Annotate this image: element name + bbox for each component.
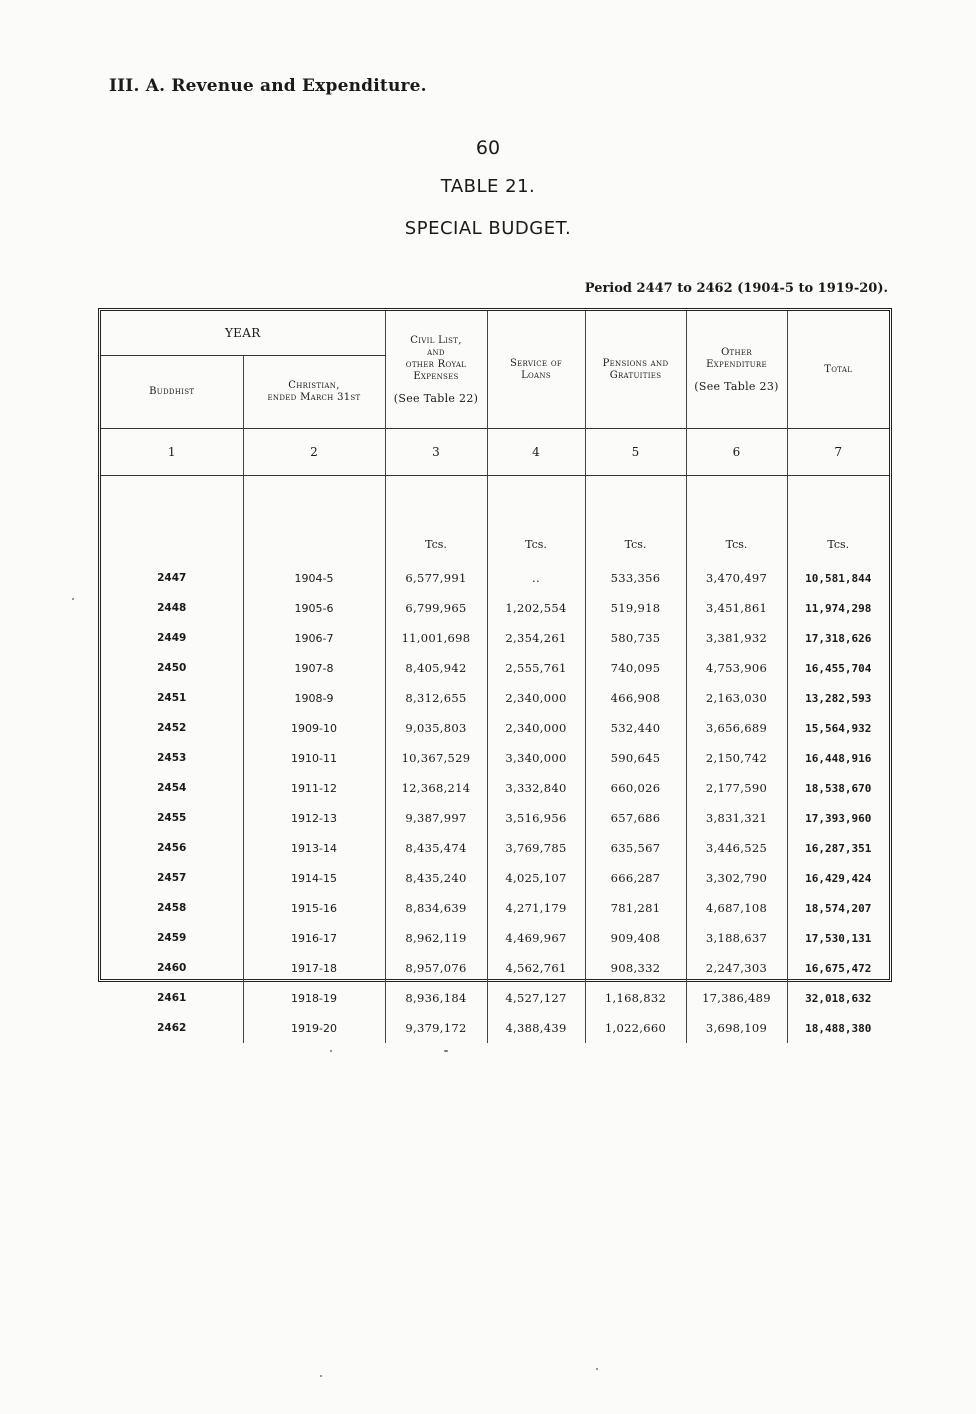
row-christian-year: 1917-18 [243,953,385,983]
row-pensions: 1,168,832 [585,983,686,1013]
budget-table [101,311,889,1043]
header-buddhist: Buddhist [149,386,195,397]
header-civil-line2: and [427,346,445,358]
row-service-of-loans: 2,354,261 [487,623,585,653]
row-other-expenditure: 3,831,321 [686,803,787,833]
paper-speck [596,1368,598,1370]
row-other-expenditure: 2,247,303 [686,953,787,983]
unit-cell-empty [243,476,385,564]
column-number-row [101,429,889,476]
row-civil-list: 6,799,965 [385,593,487,623]
row-christian-year: 1918-19 [243,983,385,1013]
table-row [101,683,889,713]
row-service-of-loans: 4,527,127 [487,983,585,1013]
row-civil-list: 8,405,942 [385,653,487,683]
row-christian-year: 1915-16 [243,893,385,923]
row-christian-year: 1904-5 [243,563,385,593]
column-number: 1 [101,429,243,476]
row-other-expenditure: 3,188,637 [686,923,787,953]
column-number: 3 [385,429,487,476]
unit-label: Tcs. [787,476,889,564]
row-civil-list: 11,001,698 [385,623,487,653]
table-row [101,833,889,863]
row-total: 32,018,632 [787,983,889,1013]
table-subtitle: SPECIAL BUDGET. [404,218,572,239]
row-total: 18,488,380 [787,1013,889,1043]
row-service-of-loans: 2,555,761 [487,653,585,683]
row-christian-year: 1914-15 [243,863,385,893]
row-buddhist-year: 2457 [157,872,187,884]
table-row [101,743,889,773]
table-row [101,713,889,743]
row-service-of-loans: 3,332,840 [487,773,585,803]
row-civil-list: 9,387,997 [385,803,487,833]
paper-speck [444,1050,448,1052]
header-other-line1: Other [721,346,752,358]
row-christian-year: 1908-9 [243,683,385,713]
budget-table-frame [98,308,892,1035]
row-other-expenditure: 17,386,489 [686,983,787,1013]
row-other-expenditure: 4,753,906 [686,653,787,683]
row-total: 10,581,844 [787,563,889,593]
row-christian-year: 1919-20 [243,1013,385,1043]
row-pensions: 590,645 [585,743,686,773]
row-pensions: 532,440 [585,713,686,743]
row-buddhist-year: 2450 [157,662,187,674]
header-christian-line1: Christian, [288,380,340,391]
row-civil-list: 8,435,240 [385,863,487,893]
paper-speck [72,598,74,600]
row-civil-list: 8,936,184 [385,983,487,1013]
row-pensions: 908,332 [585,953,686,983]
row-total: 17,318,626 [787,623,889,653]
row-other-expenditure: 2,163,030 [686,683,787,713]
row-christian-year: 1912-13 [243,803,385,833]
row-civil-list: 8,312,655 [385,683,487,713]
header-other-see: (See Table 23) [694,379,779,393]
row-other-expenditure: 3,302,790 [686,863,787,893]
row-total: 13,282,593 [787,683,889,713]
row-service-of-loans: 4,562,761 [487,953,585,983]
row-buddhist-year: 2456 [157,842,187,854]
table-row [101,953,889,983]
header-service-of-loans [487,311,585,429]
row-total: 17,393,960 [787,803,889,833]
row-buddhist-year: 2460 [157,962,187,974]
column-number: 2 [243,429,385,476]
row-civil-list: 8,834,639 [385,893,487,923]
table-row [101,653,889,683]
row-christian-year: 1910-11 [243,743,385,773]
row-buddhist-year: 2462 [157,1022,187,1034]
row-pensions: 519,918 [585,593,686,623]
header-year: YEAR [101,311,385,356]
header-total: Total [787,311,889,429]
row-civil-list: 10,367,529 [385,743,487,773]
column-number: 6 [686,429,787,476]
row-buddhist-year: 2461 [157,992,187,1004]
unit-row [101,476,889,564]
row-buddhist-year: 2451 [157,692,187,704]
paper-speck [320,1375,322,1377]
row-pensions: 740,095 [585,653,686,683]
row-pensions: 635,567 [585,833,686,863]
row-service-of-loans: 4,388,439 [487,1013,585,1043]
unit-label: Tcs. [487,476,585,564]
row-pensions: 466,908 [585,683,686,713]
row-buddhist-year: 2449 [157,632,187,644]
row-service-of-loans: 3,769,785 [487,833,585,863]
row-pensions: 533,356 [585,563,686,593]
table-row [101,593,889,623]
row-buddhist-year: 2459 [157,932,187,944]
table-row [101,623,889,653]
row-other-expenditure: 3,656,689 [686,713,787,743]
row-christian-year: 1916-17 [243,923,385,953]
row-buddhist-year: 2455 [157,812,187,824]
row-pensions: 660,026 [585,773,686,803]
row-service-of-loans: 4,271,179 [487,893,585,923]
header-pensions [585,311,686,429]
row-civil-list: 6,577,991 [385,563,487,593]
row-other-expenditure: 3,698,109 [686,1013,787,1043]
table-row [101,563,889,593]
row-total: 18,538,670 [787,773,889,803]
row-other-expenditure: 3,446,525 [686,833,787,863]
row-service-of-loans: 3,516,956 [487,803,585,833]
row-civil-list: 12,368,214 [385,773,487,803]
row-buddhist-year: 2454 [157,782,187,794]
header-civil-see: (See Table 22) [393,391,479,405]
table-row [101,773,889,803]
row-service-of-loans: 1,202,554 [487,593,585,623]
table-row [101,983,889,1013]
row-total: 16,675,472 [787,953,889,983]
row-christian-year: 1911-12 [243,773,385,803]
row-other-expenditure: 2,177,590 [686,773,787,803]
row-buddhist-year: 2452 [157,722,187,734]
header-other-line2: Expenditure [706,358,767,370]
row-civil-list: 8,435,474 [385,833,487,863]
row-pensions: 781,281 [585,893,686,923]
row-buddhist-year: 2448 [157,602,187,614]
row-pensions: 1,022,660 [585,1013,686,1043]
row-civil-list: 8,957,076 [385,953,487,983]
table-row [101,923,889,953]
row-pensions: 666,287 [585,863,686,893]
row-other-expenditure: 3,451,861 [686,593,787,623]
row-other-expenditure: 3,470,497 [686,563,787,593]
column-number: 7 [787,429,889,476]
header-civil-line3: other Royal [405,358,467,370]
header-other-expenditure [686,311,787,429]
row-other-expenditure: 4,687,108 [686,893,787,923]
row-christian-year: 1907-8 [243,653,385,683]
row-civil-list: 9,379,172 [385,1013,487,1043]
row-christian-year: 1913-14 [243,833,385,863]
page-number: 60 [475,137,501,159]
header-pensions-line2: Gratuities [609,369,662,381]
header-christian-line2: ended March 31st [267,392,361,403]
row-christian-year: 1905-6 [243,593,385,623]
row-service-of-loans: 3,340,000 [487,743,585,773]
table-title: TABLE 21. [440,176,536,197]
header-civil-line1: Civil List, [410,334,462,346]
row-civil-list: 8,962,119 [385,923,487,953]
row-civil-list: 9,035,803 [385,713,487,743]
row-pensions: 580,735 [585,623,686,653]
row-service-of-loans: 4,025,107 [487,863,585,893]
row-total: 16,429,424 [787,863,889,893]
table-row [101,1013,889,1043]
paper-speck [330,1050,332,1052]
row-total: 16,455,704 [787,653,889,683]
header-service-line1: Service of [509,357,563,369]
header-pensions-line1: Pensions and [602,357,669,369]
row-pensions: 909,408 [585,923,686,953]
table-row [101,803,889,833]
unit-label: Tcs. [585,476,686,564]
row-christian-year: 1909-10 [243,713,385,743]
unit-cell-empty [101,476,243,564]
table-row [101,863,889,893]
row-pensions: 657,686 [585,803,686,833]
row-total: 15,564,932 [787,713,889,743]
row-total: 16,287,351 [787,833,889,863]
row-service-of-loans: .. [487,563,585,593]
row-service-of-loans: 2,340,000 [487,713,585,743]
column-number: 4 [487,429,585,476]
row-buddhist-year: 2447 [157,572,187,584]
row-total: 16,448,916 [787,743,889,773]
row-service-of-loans: 4,469,967 [487,923,585,953]
header-civil-line4: Expenses [413,370,459,382]
row-buddhist-year: 2453 [157,752,187,764]
header-service-line2: Loans [521,369,551,381]
row-other-expenditure: 3,381,932 [686,623,787,653]
unit-label: Tcs. [385,476,487,564]
table-row [101,893,889,923]
row-total: 18,574,207 [787,893,889,923]
row-total: 11,974,298 [787,593,889,623]
row-buddhist-year: 2458 [157,902,187,914]
section-heading: III. A. Revenue and Expenditure. [109,76,427,96]
period-caption: Period 2447 to 2462 (1904-5 to 1919-20). [584,281,888,296]
row-other-expenditure: 2,150,742 [686,743,787,773]
row-christian-year: 1906-7 [243,623,385,653]
row-total: 17,530,131 [787,923,889,953]
row-service-of-loans: 2,340,000 [487,683,585,713]
unit-label: Tcs. [686,476,787,564]
column-number: 5 [585,429,686,476]
header-christian [243,356,385,429]
header-civil-list [385,311,487,429]
